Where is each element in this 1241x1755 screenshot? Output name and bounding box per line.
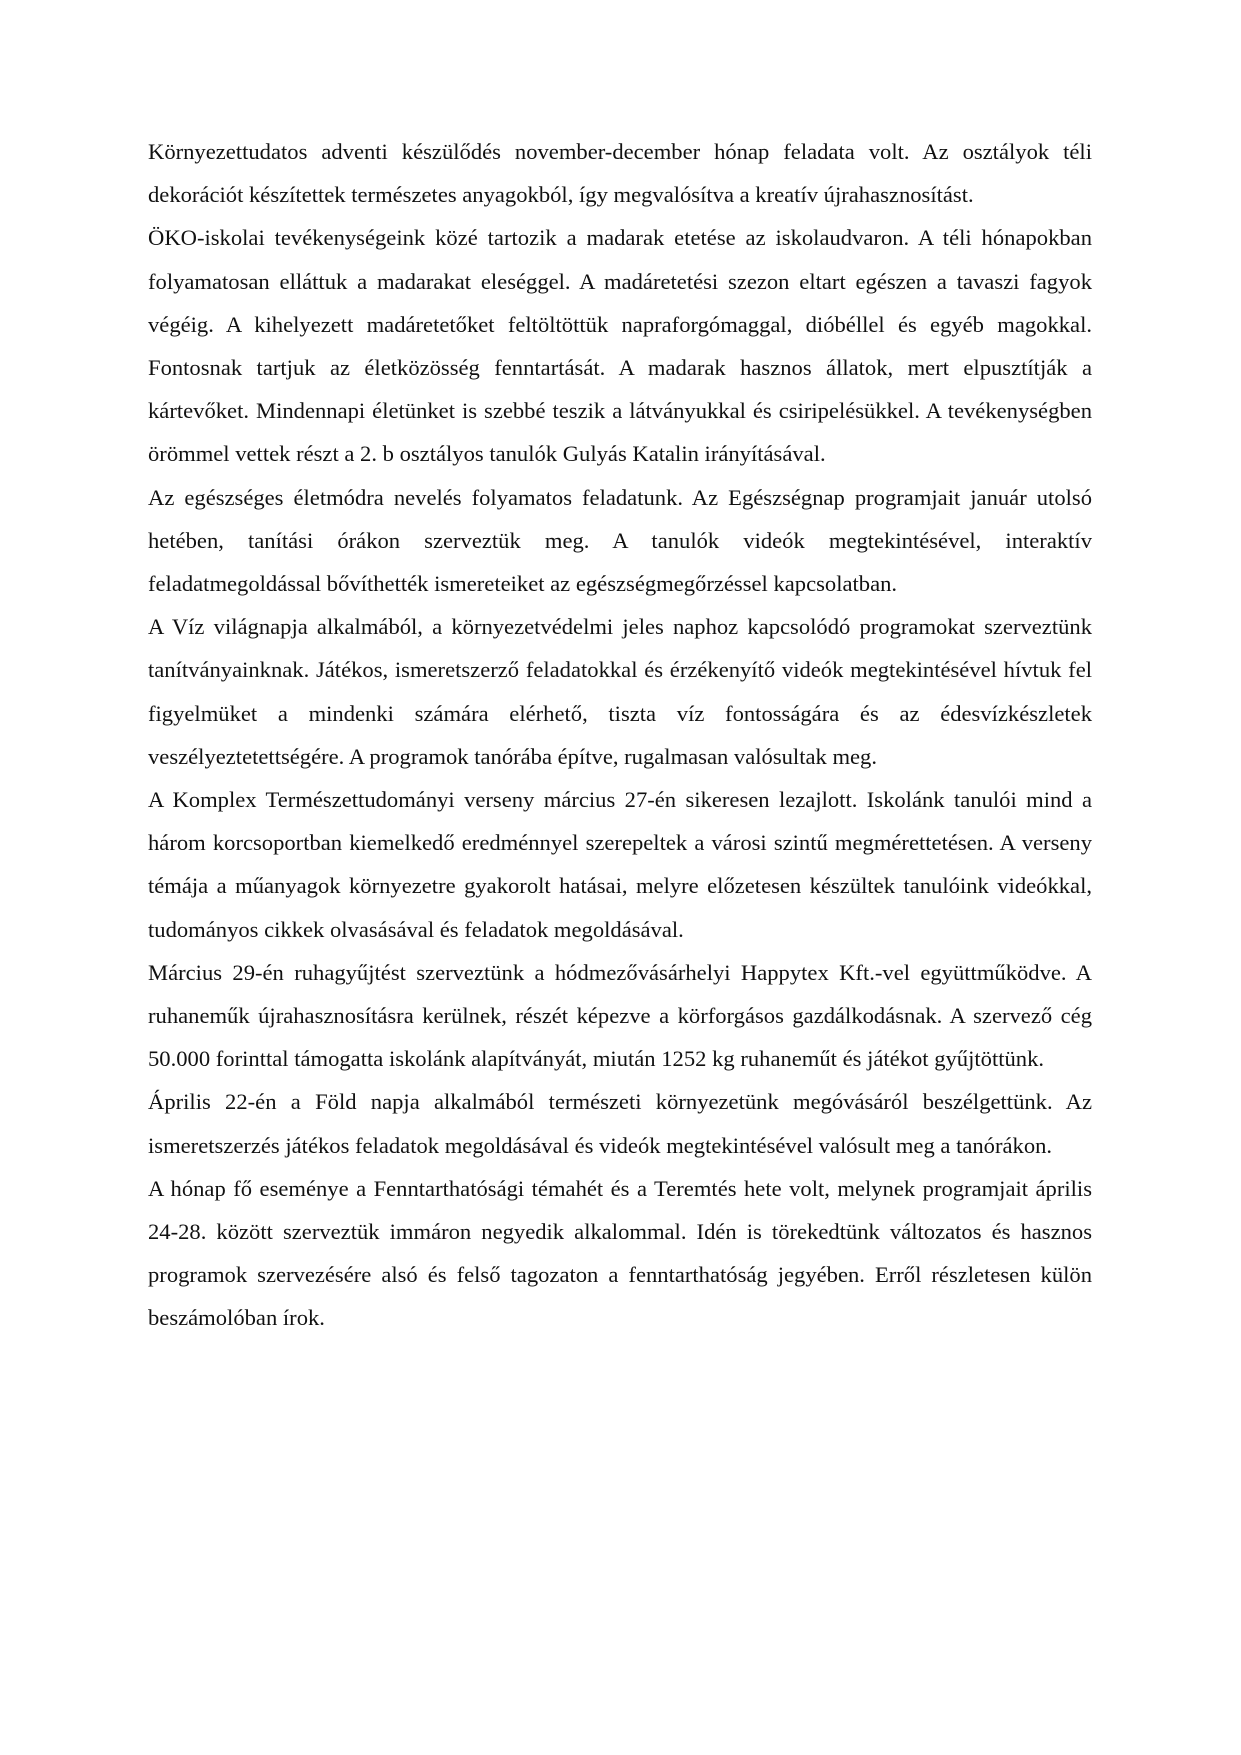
paragraph-clothes-collection: Március 29-én ruhagyűjtést szerveztünk a hódmezővásárhelyi Happytex Kft.-vel együttműködve. A ruhaneműk újrahasznosításra kerülnek, részét képezve a körforgásos gazdálkodásnak. A szervező cég 50.000 forinttal támogatta iskolánk alapítványát, miután 1252 kg ruhaneműt és játékot gyűjtöttünk. xyxy=(148,959,1092,1072)
paragraph-earth-day: Április 22-én a Föld napja alkalmából természeti környezetünk megóvásáról beszélgettünk. Az ismeretszerzés játékos feladatok megoldásával és videók megtekintésével valósult meg a tanórákon. xyxy=(148,1089,1092,1158)
document-body xyxy=(148,130,1092,1340)
paragraph-advent-preparation: Környezettudatos adventi készülődés november-december hónap feladata volt. Az osztályok téli dekorációt készítettek természetes anyagokból, így megvalósítva a kreatív újrahasznosítást. xyxy=(148,139,1092,208)
paragraph-science-competition: A Komplex Természettudományi verseny március 27-én sikeresen lezajlott. Iskolánk tanulói mind a három korcsoportban kiemelkedő eredménnyel szerepeltek a városi szintű megmérettetésen. A verseny témája a műanyagok környezetre gyakorolt hatásai, melyre előzetesen készültek tanulóink videókkal, tudományos cikkek olvasásával és feladatok megoldásával. xyxy=(148,787,1092,942)
paragraph-water-day: A Víz világnapja alkalmából, a környezetvédelmi jeles naphoz kapcsolódó programokat szerveztünk tanítványainknak. Játékos, ismeretszerző feladatokkal és érzékenyítő videók megtekintésével hívtuk fel figyelmüket a mindenki számára elérhető, tiszta víz fontosságára és az édesvízkészletek veszélyeztetettségére. A programok tanórába építve, rugalmasan valósultak meg. xyxy=(148,614,1092,769)
paragraph-sustainability-week: A hónap fő eseménye a Fenntarthatósági témahét és a Teremtés hete volt, melynek programjait április 24-28. között szerveztük immáron negyedik alkalommal. Idén is törekedtünk változatos és hasznos programok szervezésére alsó és felső tagozaton a fenntarthatóság jegyében. Erről részletesen külön beszámolóban írok. xyxy=(148,1175,1092,1331)
paragraph-healthy-lifestyle: Az egészséges életmódra nevelés folyamatos feladatunk. Az Egészségnap programjait január utolsó hetében, tanítási órákon szerveztük meg. A tanulók videók megtekintésével, interaktív feladatmegoldással bővíthették ismereteiket az egészségmegőrzéssel kapcsolatban. xyxy=(148,484,1092,597)
paragraph-bird-feeding: ÖKO-iskolai tevékenységeink közé tartozik a madarak etetése az iskolaudvaron. A téli hónapokban folyamatosan elláttuk a madarakat eleséggel. A madáretetési szezon eltart egészen a tavaszi fagyok végéig. A kihelyezett madáretetőket feltöltöttük napraforgómaggal, dióbéllel és egyéb magokkal. Fontosnak tartjuk az életközösség fenntartását. A madarak hasznos állatok, mert elpusztítják a kártevőket. Mindennapi életünket is szebbé teszik a látványukkal és csiripelésükkel. A tevékenységben örömmel vettek részt a 2. b osztályos tanulók Gulyás Katalin irányításával. xyxy=(148,225,1092,467)
